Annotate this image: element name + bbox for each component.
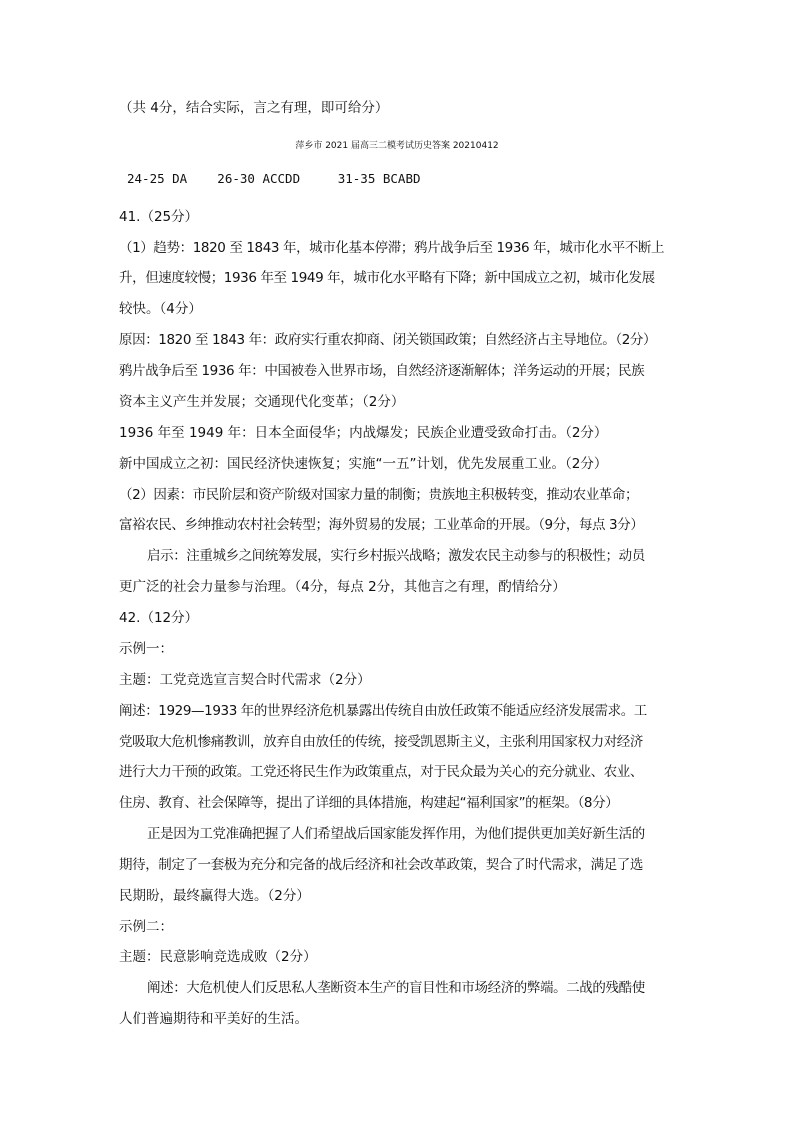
example-one-theme: 主题：工党竞选宣言契合时代需求（2分） — [119, 672, 371, 688]
q41-insight-line: 启示：注重城乡之间统筹发展，实行乡村振兴战略；激发农民主动参与的积极性；动员 — [147, 548, 645, 564]
example-one-body-line: 阐述：1929—1933 年的世界经济危机暴露出传统自由放任政策不能适应经济发展需求。工 — [119, 703, 647, 719]
example-two-body-line: 阐述：大危机使人们反思私人垄断资本生产的盲目性和市场经济的弊端。二战的残酷使 — [147, 980, 645, 996]
q41-trend-line: （1）趋势：1820 至 1843 年，城市化基本停滞；鸦片战争后至 1936 年，城市化水平不断上 — [119, 240, 665, 256]
example-one-conclusion-line: 民期盼，最终赢得大选。（2分） — [119, 888, 310, 904]
multiple-choice-answers: 24-25 DA 26-30 ACCDD 31-35 BCABD — [127, 171, 421, 186]
example-one-body-line: 进行大力干预的政策。工党还将民生作为政策重点，对于民众最为关心的充分就业、农业、 — [119, 764, 643, 780]
q41-trend-line: 较快。（4分） — [119, 301, 202, 317]
page-title: 萍乡市 2021 届高三二模考试历史答案 20210412 — [295, 141, 499, 151]
example-two-body-line: 人们普遍期待和平美好的生活。 — [119, 1011, 308, 1027]
example-two-label: 示例二： — [119, 919, 173, 935]
q41-reason-line: 1936 年至 1949 年：日本全面侵华；内战爆发；民族企业遭受致命打击。（2分） — [119, 425, 608, 441]
example-one-label: 示例一： — [119, 641, 173, 657]
q42-header: 42.（12分） — [119, 610, 199, 626]
q41-reason-line: 鸦片战争后至 1936 年：中国被卷入世界市场，自然经济逐渐解体；洋务运动的开展；民族 — [119, 363, 645, 379]
q41-reason-line: 资本主义产生并发展；交通现代化变革；（2分） — [119, 394, 405, 410]
q41-reason-line: 原因：1820 至 1843 年：政府实行重农抑商、闭关锁国政策；自然经济占主导地位。（2分） — [119, 332, 657, 348]
q41-insight-line: 更广泛的社会力量参与治理。（4分，每点 2分，其他言之有理，酌情给分） — [119, 579, 566, 595]
q41-header: 41.（25分） — [119, 209, 199, 225]
q41-reason-line: 新中国成立之初：国民经济快速恢复；实施“一五”计划，优先发展重工业。（2分） — [119, 456, 608, 472]
q41-factor-line: 富裕农民、乡绅推动农村社会转型；海外贸易的发展；工业革命的开展。（9分，每点 3分） — [119, 517, 644, 533]
scoring-note: （共 4分，结合实际，言之有理，即可给分） — [119, 100, 389, 116]
q41-trend-line: 升，但速度较慢；1936 年至 1949 年，城市化水平略有下降；新中国成立之初，城市化发展 — [119, 270, 655, 286]
q41-factor-line: （2）因素：市民阶层和资产阶级对国家力量的制衡；贵族地主积极转变，推动农业革命； — [119, 487, 639, 503]
example-one-conclusion-line: 正是因为工党准确把握了人们希望战后国家能发挥作用，为他们提供更加美好新生活的 — [147, 826, 645, 842]
example-one-body-line: 住房、教育、社会保障等，提出了详细的具体措施，构建起“福利国家”的框架。（8分） — [119, 795, 619, 811]
example-one-body-line: 党吸取大危机惨痛教训，放弃自由放任的传统，接受凯恩斯主义，主张利用国家权力对经济 — [119, 734, 643, 750]
example-two-theme: 主题：民意影响竞选成败（2分） — [119, 949, 317, 965]
example-one-conclusion-line: 期待，制定了一套极为充分和完备的战后经济和社会改革政策，契合了时代需求，满足了选 — [119, 857, 643, 873]
